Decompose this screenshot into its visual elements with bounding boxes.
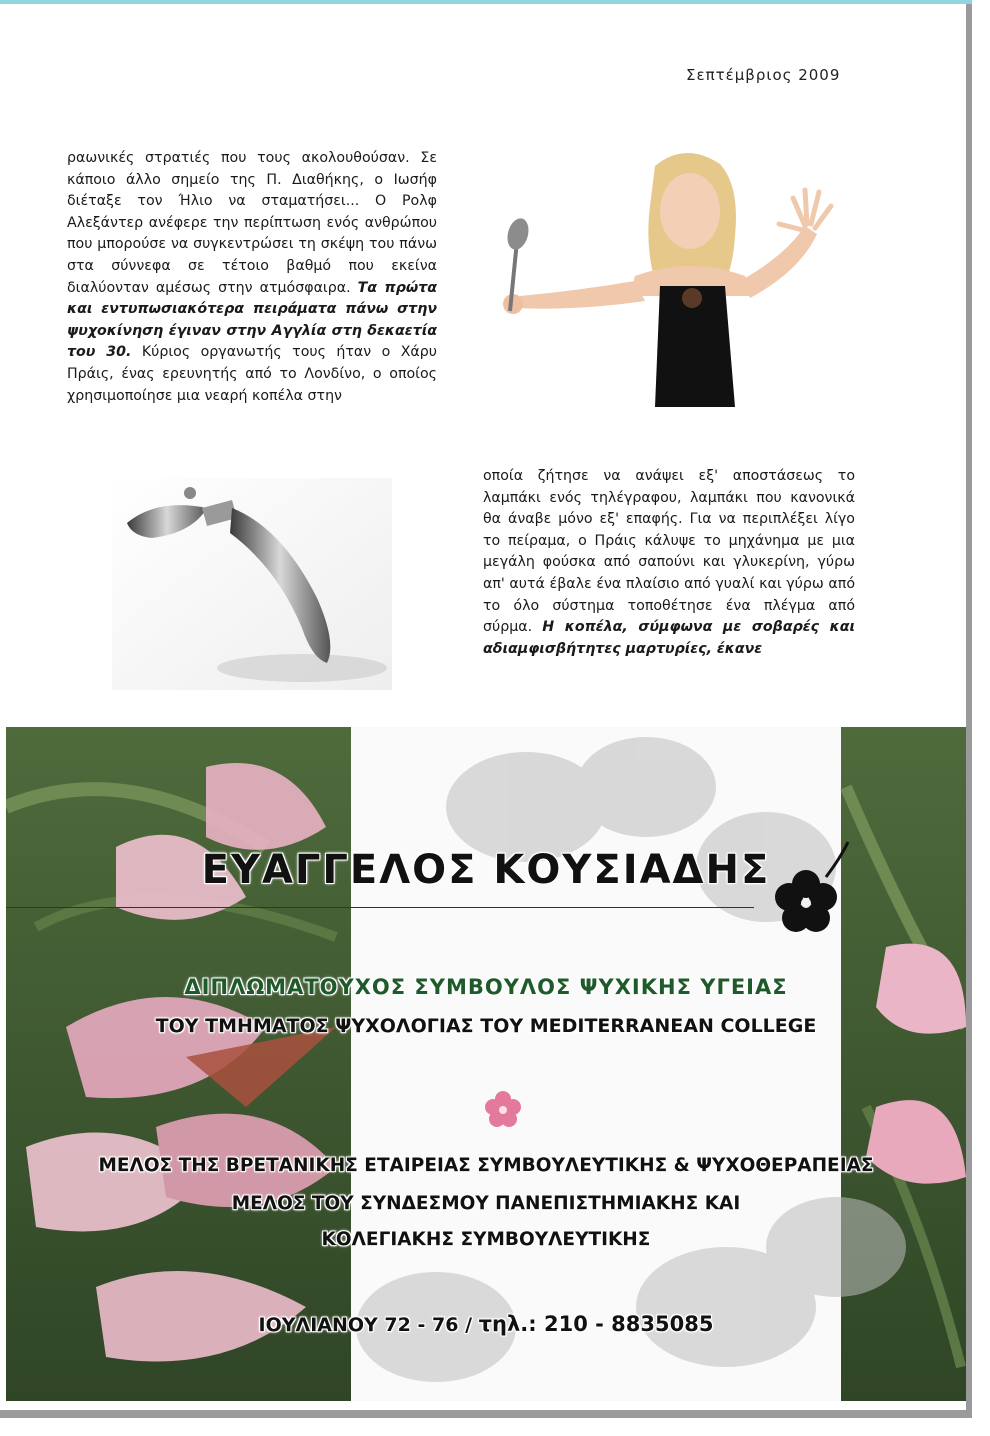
article-text: οποία ζήτησε να ανάψει εξ' αποστάσεως το λαμπάκι ενός τηλέγραφου, λαμπάκι που κανονικά θα άναβε μόνο εξ' επαφής. Για να περιπλέξει λίγο το πείραμα, ο Πράις κάλυψε το μηχάνημα με μια μεγάλη φούσκα από σαπούνι και γλυκερίνη, γύρω απ' αυτά έβαλε ένα πλαίσιο από γυαλί και γύρω από το όλο σύστημα τοποθέτησε ένα πλέγμα από σύρμα. (483, 468, 855, 636)
bent-spoon-photo (112, 478, 392, 690)
address: ΙΟΥΛΙΑΝΟΥ 72 - 76 (258, 1314, 459, 1336)
page-top-edge (0, 0, 972, 4)
girl-with-spoon-photo (485, 146, 868, 407)
phone-number: τηλ.: 210 - 8835085 (478, 1312, 714, 1336)
advertisement (6, 727, 966, 1401)
membership-line-3: ΚΟΛΕΓΙΑΚΗΣ ΣΥΜΒΟΥΛΕΥΤΙΚΗΣ (321, 1229, 651, 1250)
article-text: Κύριος οργανωτής τους ήταν ο Χάρυ Πράις, ένας ερευνητής από το Λονδίνο, ο οποίος χρησιμοποίησε μια νεαρή κοπέλα στην (67, 344, 437, 404)
article-column-right (483, 466, 855, 660)
membership-line-1: ΜΕΛΟΣ ΤΗΣ ΒΡΕΤΑΝΙΚΗΣ ΕΤΑΙΡΕΙΑΣ ΣΥΜΒΟΥΛΕΥΤΙΚΗΣ & ΨΥΧΟΘΕΡΑΠΕΙΑΣ (98, 1155, 874, 1176)
contact-separator: / (465, 1314, 473, 1336)
article-column-left (67, 148, 437, 407)
article-highlight: Η κοπέλα, σύμφωνα με σοβαρές και αδιαμφισβήτητες μαρτυρίες, έκανε (483, 619, 855, 657)
membership-line-2: ΜΕΛΟΣ ΤΟΥ ΣΥΝΔΕΣΜΟΥ ΠΑΝΕΠΙΣΤΗΜΙΑΚΗΣ ΚΑΙ (231, 1193, 741, 1214)
contact-line (6, 1312, 966, 1336)
article-text: ραωνικές στρατιές που τους ακολουθούσαν. Σε κάποιο άλλο σημείο της Π. Διαθήκης, ο Ιωσήφ διέταξε τον Ήλιο να σταματήσει... Ο Ρολφ Αλεξάντερ ανέφερε την περίπτωση ενός ανθρώπου που μπορούσε να συγκεντρώσει τη σκέψη του πάνω στα σύννεφα σε τέτοιο βαθμό που εκείνα διαλύονταν αμέσως στην ατμόσφαιρα. (67, 150, 437, 296)
advertiser-name: ΕΥΑΓΓΕΛΟΣ ΚΟΥΣΙΑΔΗΣ (201, 847, 771, 893)
name-underline (6, 907, 754, 908)
diploma-title: ΔΙΠΛΩΜΑΤΟΥΧΟΣ ΣΥΜΒΟΥΛΟΣ ΨΥΧΙΚΗΣ ΥΓΕΙΑΣ (184, 975, 788, 999)
flower-background (6, 727, 966, 1401)
issue-date: Σεπτέμβριος 2009 (686, 66, 841, 84)
article-highlight: Τα πρώτα και εντυπωσιακότερα πειράματα πάνω στην ψυχοκίνηση έγιναν στην Αγγλία στη δεκαετία του 30. (67, 279, 438, 361)
department-line: ΤΟΥ ΤΜΗΜΑΤΟΣ ΨΥΧΟΛΟΓΙΑΣ ΤΟΥ MEDITERRANEAN COLLEGE (155, 1015, 817, 1037)
